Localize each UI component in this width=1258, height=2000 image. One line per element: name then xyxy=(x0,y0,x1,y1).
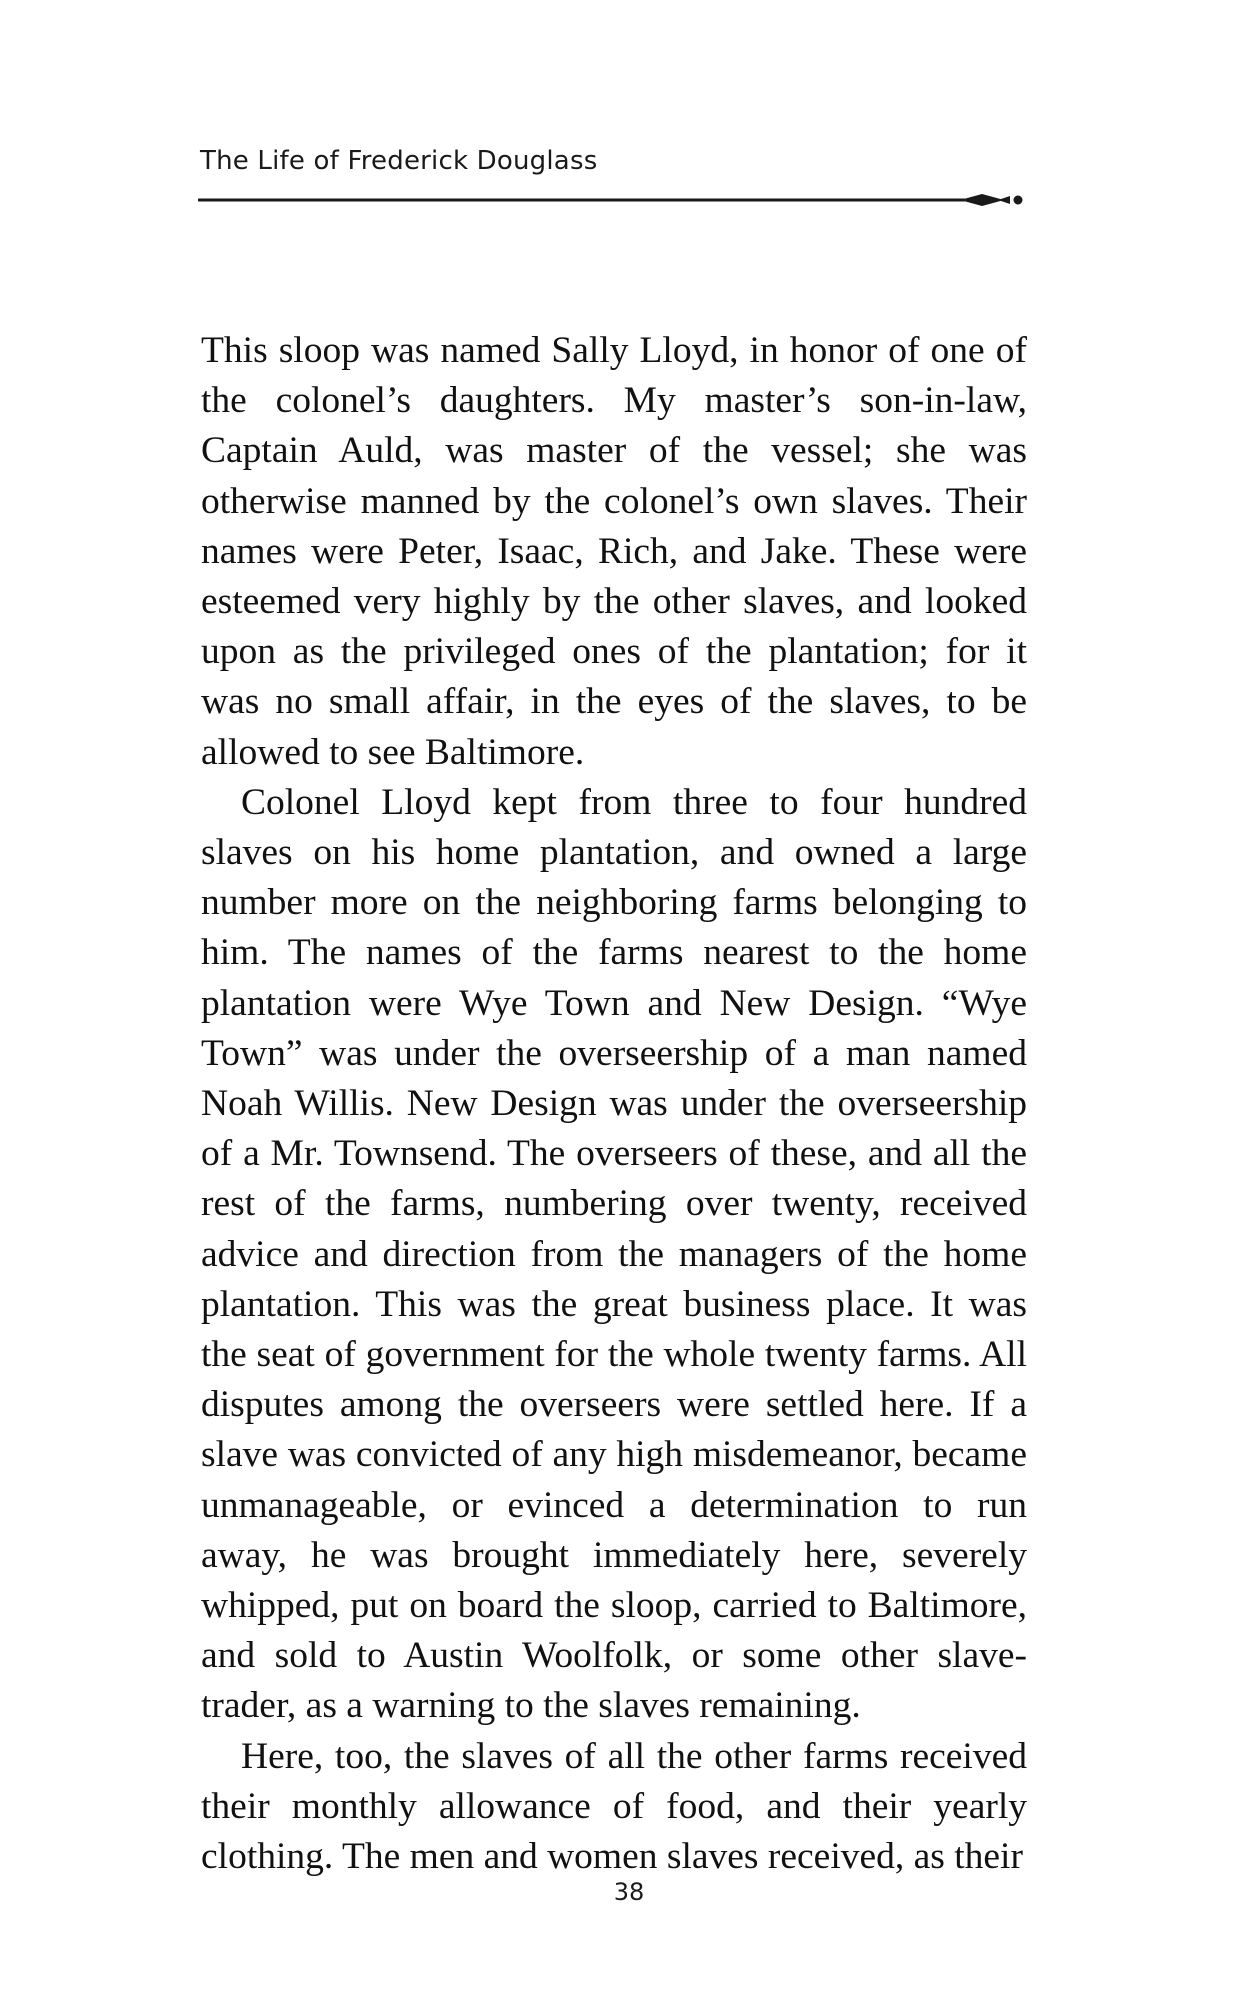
paragraph-2: Colonel Lloyd kept from three to four hundred slaves on his home plantation, and owned a large number more on the neighboring farms belonging to him. The names of the farms nearest to the home plantation were Wye Town and New Design. “Wye Town” was under the overseership of a man named Noah Willis. New Design was under the overseership of a Mr. Townsend. The overseers of these, and all the rest of the farms, numbering over twenty, received advice and direction from the managers of the home plantation. This was the great business place. It was the seat of government for the whole twenty farms. All disputes among the overseers were settled here. If a slave was convicted of any high misdemeanor, became unmanageable, or evinced a determination to run away, he was brought immediately here, severely whipped, put on board the sloop, carried to Baltimore, and sold to Austin Woolfolk, or some other slave-trader, as a warning to the slaves remaining. xyxy=(201,781,1027,1727)
header-rule-ornament xyxy=(198,190,1024,210)
paragraph-3: Here, too, the slaves of all the other farms received their monthly allowance of food, and their yearly clothing. The men and women slaves received, as their xyxy=(201,1735,1027,1878)
body-text xyxy=(201,326,1027,1882)
running-head: The Life of Frederick Douglass xyxy=(200,146,598,176)
page-number: 38 xyxy=(613,1878,645,1906)
paragraph-1: This sloop was named Sally Lloyd, in honor of one of the colonel’s daughters. My master’s son-in-law, Captain Auld, was master of the vessel; she was otherwise manned by the colonel’s own slaves. Their names were Peter, Isaac, Rich, and Jake. These were esteemed very highly by the other slaves, and looked upon as the privileged ones of the plantation; for it was no small affair, in the eyes of the slaves, to be allowed to see Baltimore. xyxy=(201,330,1027,773)
